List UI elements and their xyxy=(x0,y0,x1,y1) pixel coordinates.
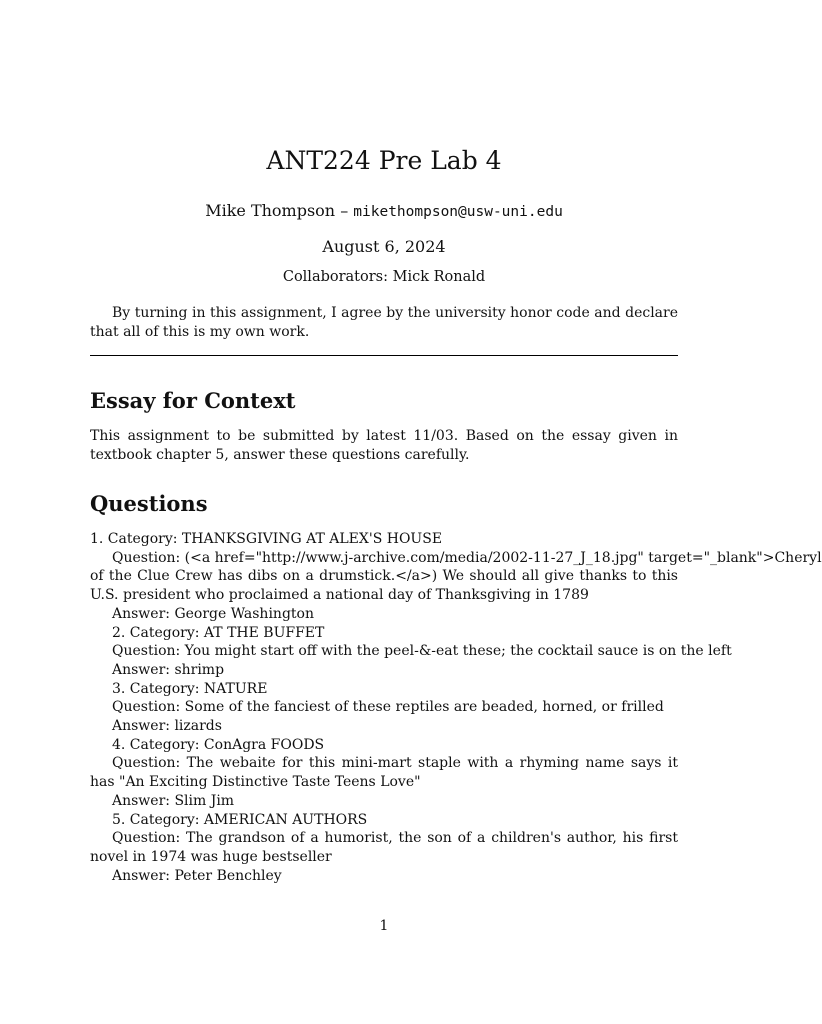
collaborators: Collaborators: Mick Ronald xyxy=(282,269,486,285)
answer-text: Answer: lizards xyxy=(112,718,222,735)
question-text: Question: The webaite for this mini-mart staple with a rhyming name says it has "An Exciting Distinctive Taste Teens Love" xyxy=(90,755,678,791)
document-title: ANT224 Pre Lab 4 xyxy=(266,146,502,175)
section-title-questions: Questions xyxy=(90,491,208,516)
document-date: August 6, 2024 xyxy=(322,237,446,256)
question-category: 2. Category: AT THE BUFFET xyxy=(112,624,325,641)
answer-text: Answer: Peter Benchley xyxy=(112,867,282,884)
question-text: Question: The grandson of a humorist, the son of a children's author, his first novel in 1974 was huge bestseller xyxy=(90,830,678,865)
author-name: Mike Thompson xyxy=(205,201,336,220)
questions-list xyxy=(90,530,822,885)
author-line xyxy=(0,201,768,220)
author-separator: – xyxy=(335,201,354,220)
author-email: mikethompson@usw-uni.edu xyxy=(353,204,563,220)
horizontal-rule xyxy=(90,355,678,356)
question-category: 3. Category: NATURE xyxy=(112,680,268,697)
question-category: 5. Category: AMERICAN AUTHORS xyxy=(112,811,368,828)
answer-text: Answer: shrimp xyxy=(112,661,225,678)
question-category: 4. Category: ConAgra FOODS xyxy=(112,736,325,753)
answer-text: Answer: Slim Jim xyxy=(112,792,235,809)
section-title-context: Essay for Context xyxy=(90,388,296,413)
honor-statement: By turning in this assignment, I agree by the university honor code and declare that all of this is my own work. xyxy=(90,305,678,340)
question-category: 1. Category: THANKSGIVING AT ALEX'S HOUSE xyxy=(90,531,443,547)
question-text: Question: You might start off with the peel-&-eat these; the cocktail sauce is on the left xyxy=(112,643,732,660)
question-text: Question: (<a href="http://www.j-archive.com/media/2002-11-27_J_18.jpg" target="_blank">Cheryl xyxy=(112,549,822,566)
question-text-continued: of the Clue Crew has dibs on a drumstick.</a>) We should all give thanks to this U.S. president who proclaimed a national day of Thanksgiving in 1789 xyxy=(90,568,678,604)
answer-text: Answer: George Washington xyxy=(112,605,314,622)
context-paragraph: This assignment to be submitted by latest 11/03. Based on the essay given in textbook chapter 5, answer these questions carefully. xyxy=(90,428,678,463)
question-text: Question: Some of the fanciest of these reptiles are beaded, horned, or frilled xyxy=(112,699,664,716)
page-number: 1 xyxy=(379,918,389,934)
